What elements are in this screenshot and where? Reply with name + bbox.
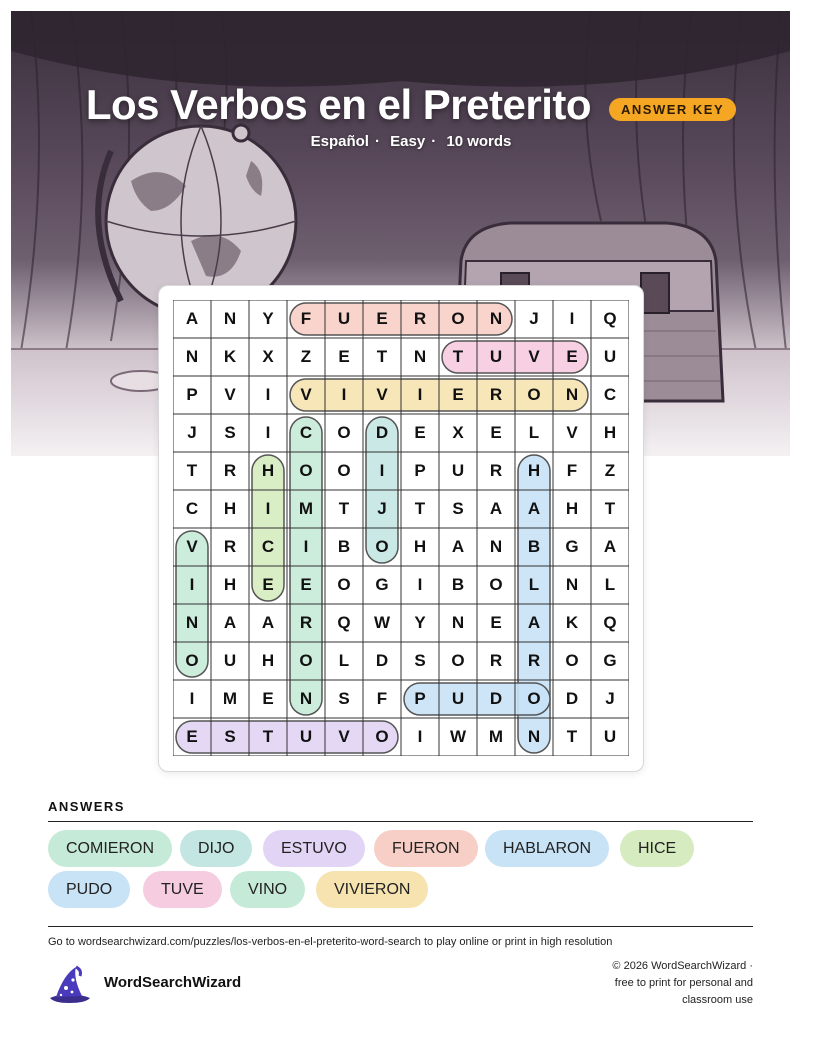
grid-cell[interactable]: N <box>565 575 579 594</box>
grid-cell[interactable]: I <box>265 385 271 404</box>
grid-cell[interactable]: N <box>299 689 313 708</box>
grid-cell[interactable]: T <box>414 499 426 518</box>
grid-cell[interactable]: C <box>185 499 199 518</box>
grid-cell[interactable]: H <box>413 537 427 556</box>
puzzle-meta: Español · Easy · 10 words <box>310 133 512 150</box>
answer-chip-hablaron: HABLARON <box>485 830 609 867</box>
page-title: Los Verbos en el Preterito <box>85 81 592 128</box>
grid-cell[interactable]: H <box>527 461 541 480</box>
grid-cell[interactable]: S <box>452 499 464 518</box>
grid-cell[interactable]: I <box>303 537 309 556</box>
grid-cell[interactable]: O <box>375 727 389 746</box>
answers-heading: ANSWERS <box>48 799 125 814</box>
grid-cell[interactable]: R <box>413 309 427 328</box>
grid-cell[interactable]: E <box>414 423 426 442</box>
grid-cell[interactable]: Q <box>603 613 617 632</box>
grid-cell[interactable]: A <box>527 499 541 518</box>
grid-cell[interactable]: U <box>489 347 503 366</box>
grid-cell[interactable]: Z <box>300 347 312 366</box>
footer-link[interactable]: Go to wordsearchwizard.com/puzzles/los-verbos-en-el-preterito-word-search to play online or print in high resolution <box>48 936 613 948</box>
answer-chip-tuve: TUVE <box>143 871 222 908</box>
grid-cell[interactable]: J <box>187 423 197 442</box>
grid-cell[interactable]: L <box>528 423 540 442</box>
grid-cell[interactable]: R <box>489 385 503 404</box>
grid-cell[interactable]: N <box>413 347 427 366</box>
grid-cell[interactable]: D <box>489 689 503 708</box>
grid-cell[interactable]: I <box>417 727 423 746</box>
grid-cell[interactable]: E <box>262 575 274 594</box>
grid-cell[interactable]: O <box>565 651 579 670</box>
grid-cell[interactable]: E <box>186 727 198 746</box>
grid-cell[interactable]: H <box>261 651 275 670</box>
grid-cell[interactable]: L <box>604 575 616 594</box>
grid-cell[interactable]: G <box>603 651 617 670</box>
grid-cell[interactable]: O <box>337 461 351 480</box>
difficulty-label: Easy <box>390 133 426 150</box>
copyright-notice: © 2026 WordSearchWizard · free to print for personal and classroom use <box>612 960 753 1006</box>
grid-cell[interactable]: O <box>451 309 465 328</box>
grid-cell[interactable]: E <box>300 575 312 594</box>
grid-cell[interactable]: O <box>375 537 389 556</box>
grid-cell[interactable]: I <box>189 575 195 594</box>
grid-cell[interactable]: T <box>376 347 388 366</box>
grid-cell[interactable]: O <box>337 575 351 594</box>
grid-cell[interactable]: N <box>223 309 237 328</box>
grid-cell[interactable]: P <box>414 461 426 480</box>
grid-cell[interactable]: E <box>490 613 502 632</box>
answers-divider <box>48 821 753 822</box>
grid-cell[interactable]: U <box>603 347 617 366</box>
grid-cell[interactable]: V <box>338 727 350 746</box>
grid-cell[interactable]: B <box>337 537 351 556</box>
grid-cell[interactable]: W <box>449 727 467 746</box>
grid-cell[interactable]: D <box>565 689 579 708</box>
grid-cell[interactable]: H <box>261 461 275 480</box>
grid-cell[interactable]: P <box>186 385 198 404</box>
grid-cell[interactable]: M <box>222 689 238 708</box>
grid-cell[interactable]: O <box>527 385 541 404</box>
grid-cell[interactable]: O <box>451 651 465 670</box>
grid-cell[interactable]: M <box>488 727 504 746</box>
grid-cell[interactable]: N <box>185 347 199 366</box>
grid-cell[interactable]: O <box>299 461 313 480</box>
grid-cell[interactable]: K <box>223 347 237 366</box>
grid-cell[interactable]: I <box>265 423 271 442</box>
grid-cell[interactable]: U <box>299 727 313 746</box>
grid-cell[interactable]: H <box>223 499 237 518</box>
grid-cell[interactable]: O <box>185 651 199 670</box>
grid-cell[interactable]: U <box>337 309 351 328</box>
grid-cell[interactable]: E <box>490 423 502 442</box>
grid-cell[interactable]: H <box>565 499 579 518</box>
grid-cell[interactable]: I <box>341 385 347 404</box>
answer-chip-dijo: DIJO <box>180 830 252 867</box>
grid-cell[interactable]: R <box>489 461 503 480</box>
grid-cell[interactable]: V <box>376 385 388 404</box>
grid-cell[interactable]: C <box>603 385 617 404</box>
grid-cell[interactable]: N <box>451 613 465 632</box>
grid-cell[interactable]: F <box>300 309 312 328</box>
grid-cell[interactable]: A <box>603 537 617 556</box>
answer-key-badge: ANSWER KEY <box>609 98 736 121</box>
grid-cell[interactable]: E <box>262 689 274 708</box>
grid-cell[interactable]: W <box>373 613 391 632</box>
grid-cell[interactable]: X <box>262 347 274 366</box>
grid-cell[interactable]: C <box>261 537 275 556</box>
grid-cell[interactable]: I <box>379 461 385 480</box>
grid-cell[interactable]: S <box>224 423 236 442</box>
answer-chip-estuvo: ESTUVO <box>263 830 365 867</box>
grid-cell[interactable]: N <box>565 385 579 404</box>
grid-cell[interactable]: N <box>185 613 199 632</box>
grid-cell[interactable]: A <box>185 309 199 328</box>
grid-cell[interactable]: D <box>375 651 389 670</box>
grid-cell[interactable]: I <box>569 309 575 328</box>
grid-cell[interactable]: J <box>377 499 387 518</box>
grid-cell[interactable]: R <box>489 651 503 670</box>
grid-cell[interactable]: I <box>417 575 423 594</box>
grid-cell[interactable]: S <box>224 727 236 746</box>
grid-cell[interactable]: U <box>451 689 465 708</box>
grid-cell[interactable]: B <box>527 537 541 556</box>
language-label: Español <box>310 133 369 150</box>
grid-cell[interactable]: O <box>527 689 541 708</box>
letter-grid <box>173 300 629 756</box>
grid-cell[interactable]: Z <box>604 461 616 480</box>
grid-cell[interactable]: U <box>451 461 465 480</box>
grid-cell[interactable]: U <box>603 727 617 746</box>
grid-cell[interactable]: I <box>417 385 423 404</box>
answer-chip-hice: HICE <box>620 830 694 867</box>
grid-cell[interactable]: N <box>489 537 503 556</box>
grid-cell[interactable]: K <box>565 613 579 632</box>
grid-cell[interactable]: H <box>223 575 237 594</box>
answer-chip-vivieron: VIVIERON <box>316 871 428 908</box>
grid-cell[interactable]: T <box>566 727 578 746</box>
grid-cell[interactable]: M <box>298 499 314 518</box>
grid-cell[interactable]: U <box>223 651 237 670</box>
grid-cell[interactable]: F <box>376 689 388 708</box>
grid-cell[interactable]: O <box>299 651 313 670</box>
grid-cell[interactable]: S <box>414 651 426 670</box>
grid-cell[interactable]: V <box>186 537 198 556</box>
footer-divider <box>48 926 753 927</box>
word-count-label: 10 words <box>446 133 512 150</box>
grid-cell[interactable]: G <box>375 575 389 594</box>
answer-chip-fueron: FUERON <box>374 830 478 867</box>
brand-name: WordSearchWizard <box>104 974 242 991</box>
grid-cell[interactable]: E <box>376 309 388 328</box>
grid-cell[interactable]: A <box>451 537 465 556</box>
grid-cell[interactable]: F <box>566 461 578 480</box>
grid-cell[interactable]: P <box>414 689 426 708</box>
grid-cell[interactable]: E <box>566 347 578 366</box>
grid-cell[interactable]: J <box>605 689 615 708</box>
grid-cell[interactable]: R <box>299 613 313 632</box>
grid-cell[interactable]: L <box>528 575 540 594</box>
grid-cell[interactable]: I <box>265 499 271 518</box>
grid-cell[interactable]: V <box>566 423 578 442</box>
title-row <box>11 81 790 129</box>
grid-cell[interactable]: Q <box>603 309 617 328</box>
grid-cell[interactable]: L <box>338 651 350 670</box>
grid-cell[interactable]: I <box>189 689 195 708</box>
grid-cell[interactable]: T <box>186 461 198 480</box>
grid-cell[interactable]: T <box>262 727 274 746</box>
grid-cell[interactable]: T <box>452 347 464 366</box>
grid-cell[interactable]: R <box>223 461 237 480</box>
grid-cell[interactable]: A <box>261 613 275 632</box>
grid-cell[interactable]: A <box>223 613 237 632</box>
answer-chip-vino: VINO <box>230 871 305 908</box>
grid-cell[interactable]: D <box>375 423 389 442</box>
grid-cell[interactable]: V <box>224 385 236 404</box>
grid-cell[interactable]: V <box>300 385 312 404</box>
grid-cell[interactable]: J <box>529 309 539 328</box>
answer-chip-pudo: PUDO <box>48 871 130 908</box>
grid-cell[interactable]: Q <box>337 613 351 632</box>
grid-cell[interactable]: V <box>528 347 540 366</box>
grid-cell[interactable]: R <box>223 537 237 556</box>
grid-cell[interactable]: H <box>603 423 617 442</box>
grid-cell[interactable]: T <box>338 499 350 518</box>
grid-cell[interactable]: Y <box>414 613 426 632</box>
grid-cell[interactable]: T <box>604 499 616 518</box>
grid-cell[interactable]: O <box>337 423 351 442</box>
grid-cell[interactable]: E <box>338 347 350 366</box>
grid-cell[interactable]: X <box>452 423 464 442</box>
grid-cell[interactable]: Y <box>262 309 274 328</box>
answer-chip-comieron: COMIERON <box>48 830 172 867</box>
grid-cell[interactable]: R <box>527 651 541 670</box>
grid-cell[interactable]: A <box>527 613 541 632</box>
wizard-hat-icon <box>46 964 92 1004</box>
grid-cell[interactable]: C <box>299 423 313 442</box>
grid-cell[interactable]: B <box>451 575 465 594</box>
grid-cell[interactable]: O <box>489 575 503 594</box>
grid-cell[interactable]: N <box>489 309 503 328</box>
grid-cell[interactable]: N <box>527 727 541 746</box>
grid-cell[interactable]: A <box>489 499 503 518</box>
grid-cell[interactable]: G <box>565 537 579 556</box>
grid-cell[interactable]: E <box>452 385 464 404</box>
grid-cell[interactable]: S <box>338 689 350 708</box>
